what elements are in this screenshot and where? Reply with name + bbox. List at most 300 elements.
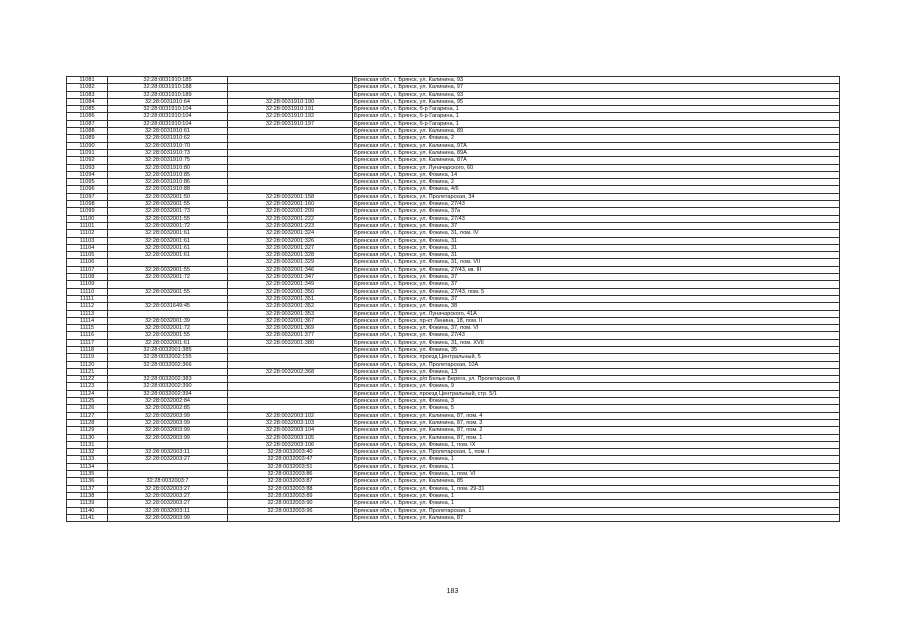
record-number-cell: 11128 — [67, 419, 108, 426]
address-cell: Брянская обл., г. Брянск, б-р Гагарина, 1 — [353, 113, 840, 120]
table-row — [67, 149, 840, 156]
table-row — [67, 346, 840, 353]
record-number-cell: 11122 — [67, 376, 108, 383]
record-number-cell: 11111 — [67, 295, 108, 302]
record-number-cell: 11083 — [67, 91, 108, 98]
building-cadastral-number-cell: 32:28:0032001:222 — [228, 215, 353, 222]
record-number-cell: 11124 — [67, 390, 108, 397]
building-cadastral-number-cell — [228, 91, 353, 98]
table-row — [67, 237, 840, 244]
building-cadastral-number-cell: 32:28:0032001:367 — [228, 317, 353, 324]
record-number-cell: 11116 — [67, 332, 108, 339]
cadastral-number-cell: 32:28:0032001:72 — [108, 222, 228, 229]
cadastral-number-cell: 32:28:0031910:104 — [108, 106, 228, 113]
building-cadastral-number-cell — [228, 164, 353, 171]
record-number-cell: 11105 — [67, 252, 108, 259]
table-row — [67, 456, 840, 463]
cadastral-number-cell: 32:28:0031910:189 — [108, 91, 228, 98]
record-number-cell: 11121 — [67, 368, 108, 375]
building-cadastral-number-cell — [228, 149, 353, 156]
building-cadastral-number-cell — [228, 383, 353, 390]
table-row — [67, 120, 840, 127]
building-cadastral-number-cell — [228, 514, 353, 521]
building-cadastral-number-cell — [228, 354, 353, 361]
address-cell: Брянская обл., г. Брянск, ул. Калинина, 93 — [353, 77, 840, 84]
address-cell: Брянская обл., г. Брянск, ул. Калинина, 87 — [353, 514, 840, 521]
cadastral-number-cell: 32:28:0032001:61 — [108, 339, 228, 346]
table-row — [67, 419, 840, 426]
address-cell: Брянская обл., г. Брянск, ул. Фокина, 27/43, кв. III — [353, 266, 840, 273]
table-row — [67, 361, 840, 368]
building-cadastral-number-cell: 32:28:0032001:347 — [228, 274, 353, 281]
record-number-cell: 11129 — [67, 427, 108, 434]
building-cadastral-number-cell — [228, 171, 353, 178]
address-cell: Брянская обл., г. Брянск, ул. Фокина, 3 — [353, 398, 840, 405]
record-number-cell: 11126 — [67, 405, 108, 412]
cadastral-number-cell: 32:28:0032001:55 — [108, 201, 228, 208]
address-cell: Брянская обл., г. Брянск, ул. Фокина, 1, пом. IX — [353, 441, 840, 448]
cadastral-number-cell: 32:28:0032001:39 — [108, 317, 228, 324]
building-cadastral-number-cell: 32:28:0032003:88 — [228, 485, 353, 492]
table-row — [67, 128, 840, 135]
cadastral-number-cell: 32:28:0032003:99 — [108, 419, 228, 426]
cadastral-number-cell: 32:28:0031910:73 — [108, 149, 228, 156]
address-cell: Брянская обл., г. Брянск, ул. Фокина, 2 — [353, 135, 840, 142]
cadastral-number-cell: 32:28:0032002:85 — [108, 405, 228, 412]
record-number-cell: 11091 — [67, 149, 108, 156]
address-cell: Брянская обл., г. Брянск, ул. Фокина, 9 — [353, 383, 840, 390]
cadastral-number-cell — [108, 281, 228, 288]
cadastral-number-cell: 32:28:0032001:55 — [108, 332, 228, 339]
record-number-cell: 11094 — [67, 171, 108, 178]
building-cadastral-number-cell — [228, 390, 353, 397]
address-cell: Брянская обл., г. Брянск, б-р Гагарина, 1 — [353, 120, 840, 127]
address-cell: Брянская обл., г. Брянск, ул. Фокина, 1 — [353, 463, 840, 470]
cadastral-number-cell: 32:28:0031910:64 — [108, 98, 228, 105]
address-cell: Брянская обл., г. Брянск, ул. Фокина, 1, пом. 29-31 — [353, 485, 840, 492]
cadastral-number-cell: 32:28:0032002:155 — [108, 354, 228, 361]
record-number-cell: 11095 — [67, 179, 108, 186]
table-row — [67, 84, 840, 91]
building-cadastral-number-cell: 32:28:0032001:351 — [228, 295, 353, 302]
record-number-cell: 11093 — [67, 164, 108, 171]
address-cell: Брянская обл., г. Брянск, ул. Калинина, 95 — [353, 98, 840, 105]
address-cell: Брянская обл., г. Брянск, ул. Фокина, 35 — [353, 346, 840, 353]
address-cell: Брянская обл., г. Брянск, ул. Фокина, 13 — [353, 368, 840, 375]
record-number-cell: 11139 — [67, 500, 108, 507]
table-row — [67, 288, 840, 295]
table-row — [67, 332, 840, 339]
record-number-cell: 11086 — [67, 113, 108, 120]
cadastral-number-cell: 32:28:0031910:80 — [108, 164, 228, 171]
table-row — [67, 222, 840, 229]
record-number-cell: 11112 — [67, 303, 108, 310]
registry-table — [66, 76, 840, 522]
cadastral-number-cell: 32:28:0032002:390 — [108, 383, 228, 390]
table-row — [67, 325, 840, 332]
record-number-cell: 11108 — [67, 274, 108, 281]
record-number-cell: 11114 — [67, 317, 108, 324]
address-cell: Брянская обл., г. Брянск, ул. Луначарского, 41А — [353, 310, 840, 317]
record-number-cell: 11106 — [67, 259, 108, 266]
table-row — [67, 354, 840, 361]
record-number-cell: 11104 — [67, 244, 108, 251]
cadastral-number-cell: 32:28:0032003:7 — [108, 478, 228, 485]
cadastral-number-cell: 32:28:0032001:72 — [108, 274, 228, 281]
address-cell: Брянская обл., г. Брянск, ул. Калинина, 87, пом. 3 — [353, 419, 840, 426]
cadastral-number-cell: 32:28:0032001:50 — [108, 193, 228, 200]
record-number-cell: 11127 — [67, 412, 108, 419]
table-row — [67, 142, 840, 149]
record-number-cell: 11090 — [67, 142, 108, 149]
cadastral-number-cell: 32:28:0032002:84 — [108, 398, 228, 405]
table-row — [67, 113, 840, 120]
address-cell: Брянская обл., г. Брянск, ул. Фокина, 31 — [353, 237, 840, 244]
table-row — [67, 201, 840, 208]
address-cell: Брянская обл., г. Брянск, ул. Калинина, 87А — [353, 157, 840, 164]
record-number-cell: 11136 — [67, 478, 108, 485]
building-cadastral-number-cell: 32:28:0032003:86 — [228, 471, 353, 478]
address-cell: Брянская обл., г. Брянск, ул. Фокина, 4/6 — [353, 186, 840, 193]
building-cadastral-number-cell: 32:28:0032001:352 — [228, 303, 353, 310]
cadastral-number-cell: 32:28:0032001:55 — [108, 288, 228, 295]
cadastral-number-cell: 32:28:0031910:61 — [108, 128, 228, 135]
table-row — [67, 281, 840, 288]
cadastral-number-cell — [108, 259, 228, 266]
address-cell: Брянская обл., г. Брянск, ул. Фокина, 1 — [353, 456, 840, 463]
building-cadastral-number-cell: 32:28:0032002:368 — [228, 368, 353, 375]
record-number-cell: 11087 — [67, 120, 108, 127]
building-cadastral-number-cell: 32:28:0032003:51 — [228, 463, 353, 470]
address-cell: Брянская обл., г. Брянск, ул. Калинина, 87, пом. 4 — [353, 412, 840, 419]
building-cadastral-number-cell — [228, 128, 353, 135]
address-cell: Брянская обл., г. Брянск, ул. Фокина, 1, пом. VI — [353, 471, 840, 478]
building-cadastral-number-cell: 32:28:0031910:192 — [228, 113, 353, 120]
cadastral-number-cell: 32:28:0032003:27 — [108, 485, 228, 492]
building-cadastral-number-cell: 32:28:0032001:327 — [228, 244, 353, 251]
address-cell: Брянская обл., г. Брянск, ул. Калинина, 89 — [353, 128, 840, 135]
building-cadastral-number-cell: 32:28:0032003:103 — [228, 419, 353, 426]
address-cell: Брянская обл., г. Брянск, ул. Фокина, 37 — [353, 222, 840, 229]
cadastral-number-cell: 32:28:0032001:61 — [108, 237, 228, 244]
building-cadastral-number-cell: 32:28:0032001:158 — [228, 193, 353, 200]
building-cadastral-number-cell: 32:28:0032001:160 — [228, 201, 353, 208]
record-number-cell: 11110 — [67, 288, 108, 295]
address-cell: Брянская обл., г. Брянск, ул. Фокина, 27/43 — [353, 201, 840, 208]
record-number-cell: 11131 — [67, 441, 108, 448]
record-number-cell: 11097 — [67, 193, 108, 200]
cadastral-number-cell: 32:28:0032003:27 — [108, 456, 228, 463]
address-cell: Брянская обл., г. Брянск, ул. Фокина, 38 — [353, 303, 840, 310]
building-cadastral-number-cell: 32:28:0032001:223 — [228, 222, 353, 229]
address-cell: Брянская обл., г. Брянск, ул. Фокина, 37а — [353, 208, 840, 215]
page-number: 183 — [446, 588, 459, 595]
cadastral-number-cell: 32:28:0032001:61 — [108, 230, 228, 237]
table-row — [67, 500, 840, 507]
cadastral-number-cell: 32:28:0032003:27 — [108, 500, 228, 507]
table-row — [67, 339, 840, 346]
address-cell: Брянская обл., г. Брянск, ул. Фокина, 31, пом. IV — [353, 230, 840, 237]
record-number-cell: 11133 — [67, 456, 108, 463]
cadastral-number-cell: 32:28:0031910:85 — [108, 171, 228, 178]
cadastral-number-cell: 32:28:0031910:86 — [108, 179, 228, 186]
building-cadastral-number-cell: 32:28:0031910:197 — [228, 120, 353, 127]
address-cell: Брянская обл., г. Брянск, ул. Калинина, 87, пом. 2 — [353, 427, 840, 434]
building-cadastral-number-cell — [228, 157, 353, 164]
building-cadastral-number-cell — [228, 77, 353, 84]
building-cadastral-number-cell: 32:28:0032001:346 — [228, 266, 353, 273]
record-number-cell: 11092 — [67, 157, 108, 164]
address-cell: Брянская обл., г. Брянск, ул. Фокина, 37 — [353, 274, 840, 281]
table-row — [67, 266, 840, 273]
record-number-cell: 11096 — [67, 186, 108, 193]
record-number-cell: 11081 — [67, 77, 108, 84]
record-number-cell: 11115 — [67, 325, 108, 332]
building-cadastral-number-cell: 32:28:0032001:328 — [228, 252, 353, 259]
cadastral-number-cell: 32:28:0031910:185 — [108, 77, 228, 84]
address-cell: Брянская обл., г. Брянск, проезд Центральный, 5 — [353, 354, 840, 361]
address-cell: Брянская обл., г. Брянск, ул. Фокина, 31, пом. XVII — [353, 339, 840, 346]
table-row — [67, 179, 840, 186]
address-cell: Брянская обл., г. Брянск, пр-кт Ленина, 18, пом. II — [353, 317, 840, 324]
building-cadastral-number-cell — [228, 179, 353, 186]
record-number-cell: 11141 — [67, 514, 108, 521]
cadastral-number-cell — [108, 368, 228, 375]
building-cadastral-number-cell: 32:28:0032001:369 — [228, 325, 353, 332]
table-row — [67, 441, 840, 448]
address-cell: Брянская обл., г. Брянск, ул. Фокина, 2 — [353, 179, 840, 186]
cadastral-number-cell: 32:28:0032003:99 — [108, 434, 228, 441]
record-number-cell: 11102 — [67, 230, 108, 237]
record-number-cell: 11109 — [67, 281, 108, 288]
address-cell: Брянская обл., г. Брянск, проезд Центральный, стр. 5/1 — [353, 390, 840, 397]
table-row — [67, 77, 840, 84]
building-cadastral-number-cell: 32:28:0032003:96 — [228, 507, 353, 514]
table-row — [67, 310, 840, 317]
cadastral-number-cell: 32:28:0031910:70 — [108, 142, 228, 149]
cadastral-number-cell — [108, 471, 228, 478]
cadastral-number-cell: 32:28:0032001:73 — [108, 208, 228, 215]
building-cadastral-number-cell — [228, 135, 353, 142]
building-cadastral-number-cell — [228, 405, 353, 412]
cadastral-number-cell: 32:28:0032001:61 — [108, 252, 228, 259]
table-row — [67, 463, 840, 470]
building-cadastral-number-cell — [228, 361, 353, 368]
building-cadastral-number-cell: 32:28:0031910:191 — [228, 106, 353, 113]
table-row — [67, 106, 840, 113]
address-cell: Брянская обл., г. Брянск, ул. Фокина, 1 — [353, 492, 840, 499]
building-cadastral-number-cell — [228, 346, 353, 353]
table-row — [67, 492, 840, 499]
table-row — [67, 514, 840, 521]
building-cadastral-number-cell: 32:28:0032003:87 — [228, 478, 353, 485]
building-cadastral-number-cell: 32:28:0032001:353 — [228, 310, 353, 317]
building-cadastral-number-cell: 32:28:0032003:90 — [228, 500, 353, 507]
record-number-cell: 11089 — [67, 135, 108, 142]
building-cadastral-number-cell: 32:28:0032003:89 — [228, 492, 353, 499]
table-row — [67, 449, 840, 456]
table-row — [67, 215, 840, 222]
table-row — [67, 171, 840, 178]
cadastral-number-cell: 32:28:0032003:11 — [108, 449, 228, 456]
cadastral-number-cell: 32:28:0031910:62 — [108, 135, 228, 142]
address-cell: Брянская обл., г. Брянск, ул. Калинина, 97 — [353, 84, 840, 91]
table-row — [67, 91, 840, 98]
table-row — [67, 427, 840, 434]
table-row — [67, 485, 840, 492]
address-cell: Брянская обл., г. Брянск, ул. Калинина, 85 — [353, 478, 840, 485]
address-cell: Брянская обл., г. Брянск, ул. Пролетарская, 1, пом. I — [353, 449, 840, 456]
table-row — [67, 164, 840, 171]
record-number-cell: 11117 — [67, 339, 108, 346]
record-number-cell: 11119 — [67, 354, 108, 361]
table-row — [67, 186, 840, 193]
table-row — [67, 274, 840, 281]
cadastral-number-cell: 32:28:0032002:383 — [108, 376, 228, 383]
cadastral-number-cell — [108, 463, 228, 470]
address-cell: Брянская обл., г. Брянск, ул. Фокина, 27/43 — [353, 332, 840, 339]
table-row — [67, 230, 840, 237]
address-cell: Брянская обл., г. Брянск, б-р Гагарина, 1 — [353, 106, 840, 113]
cadastral-number-cell — [108, 441, 228, 448]
cadastral-number-cell: 32:28:0032001:55 — [108, 215, 228, 222]
address-cell: Брянская обл., г. Брянск, ул. Фокина, 27/43, пом. 5 — [353, 288, 840, 295]
cadastral-number-cell: 32:28:0031910:88 — [108, 186, 228, 193]
building-cadastral-number-cell — [228, 376, 353, 383]
building-cadastral-number-cell — [228, 398, 353, 405]
building-cadastral-number-cell — [228, 142, 353, 149]
building-cadastral-number-cell: 32:28:0032003:47 — [228, 456, 353, 463]
record-number-cell: 11103 — [67, 237, 108, 244]
building-cadastral-number-cell: 32:28:0032001:377 — [228, 332, 353, 339]
table-row — [67, 252, 840, 259]
building-cadastral-number-cell: 32:28:0032003:102 — [228, 412, 353, 419]
address-cell: Брянская обл., г. Брянск, ул. Фокина, 1 — [353, 500, 840, 507]
cadastral-number-cell: 32:28:0032003:99 — [108, 514, 228, 521]
cadastral-number-cell: 32:28:0032002:366 — [108, 361, 228, 368]
cadastral-number-cell: 32:28:0032001:72 — [108, 325, 228, 332]
address-cell: Брянская обл., г. Брянск, ул. Фокина, 37, пом. VI — [353, 325, 840, 332]
record-number-cell: 11100 — [67, 215, 108, 222]
cadastral-number-cell: 32:28:0031910:188 — [108, 84, 228, 91]
building-cadastral-number-cell — [228, 186, 353, 193]
building-cadastral-number-cell: 32:28:0032001:209 — [228, 208, 353, 215]
building-cadastral-number-cell: 32:28:0032001:324 — [228, 230, 353, 237]
table-row — [67, 383, 840, 390]
address-cell: Брянская обл., г. Брянск, ул. Фокина, 31 — [353, 244, 840, 251]
record-number-cell: 11125 — [67, 398, 108, 405]
address-cell: Брянская обл., г. Брянск, ул. Фокина, 27/43 — [353, 215, 840, 222]
record-number-cell: 11082 — [67, 84, 108, 91]
record-number-cell: 11084 — [67, 98, 108, 105]
record-number-cell: 11098 — [67, 201, 108, 208]
record-number-cell: 11120 — [67, 361, 108, 368]
table-row — [67, 507, 840, 514]
cadastral-number-cell: 32:28:0032003:27 — [108, 492, 228, 499]
cadastral-number-cell — [108, 295, 228, 302]
address-cell: Брянская обл., г. Брянск, ул. Фокина, 31, пом. VII — [353, 259, 840, 266]
cadastral-number-cell: 32:28:0031910:75 — [108, 157, 228, 164]
table-row — [67, 208, 840, 215]
record-number-cell: 11130 — [67, 434, 108, 441]
address-cell: Брянская обл., г. Брянск, р/п Белые Берега, ул. Пролетарская, 8 — [353, 376, 840, 383]
cadastral-number-cell: 32:28:0032003:11 — [108, 507, 228, 514]
table-row — [67, 193, 840, 200]
cadastral-number-cell — [108, 310, 228, 317]
table-row — [67, 157, 840, 164]
table-row — [67, 398, 840, 405]
building-cadastral-number-cell: 32:28:0032003:105 — [228, 434, 353, 441]
table-row — [67, 412, 840, 419]
record-number-cell: 11134 — [67, 463, 108, 470]
table-row — [67, 295, 840, 302]
table-row — [67, 368, 840, 375]
table-row — [67, 303, 840, 310]
cadastral-number-cell: 32:28:0032003:99 — [108, 427, 228, 434]
building-cadastral-number-cell: 32:28:0032001:350 — [228, 288, 353, 295]
record-number-cell: 11132 — [67, 449, 108, 456]
address-cell: Брянская обл., г. Брянск, ул. Пролетарская, 1 — [353, 507, 840, 514]
record-number-cell: 11088 — [67, 128, 108, 135]
building-cadastral-number-cell: 32:28:0032003:40 — [228, 449, 353, 456]
building-cadastral-number-cell: 32:28:0032001:349 — [228, 281, 353, 288]
table-row — [67, 135, 840, 142]
address-cell: Брянская обл., г. Брянск, ул. Луначарского, 60 — [353, 164, 840, 171]
address-cell: Брянская обл., г. Брянск, ул. Пролетарская, 10А — [353, 361, 840, 368]
table-row — [67, 376, 840, 383]
address-cell: Брянская обл., г. Брянск, ул. Калинина, 87, пом. 1 — [353, 434, 840, 441]
table-row — [67, 244, 840, 251]
record-number-cell: 11118 — [67, 346, 108, 353]
address-cell: Брянская обл., г. Брянск, ул. Фокина, 37 — [353, 295, 840, 302]
cadastral-number-cell: 32:28:0031649:45 — [108, 303, 228, 310]
record-number-cell: 11101 — [67, 222, 108, 229]
table-row — [67, 434, 840, 441]
table-row — [67, 390, 840, 397]
registry-table-body — [67, 77, 840, 522]
building-cadastral-number-cell: 32:28:0032001:380 — [228, 339, 353, 346]
address-cell: Брянская обл., г. Брянск, ул. Фокина, 37 — [353, 281, 840, 288]
address-cell: Брянская обл., г. Брянск, ул. Фокина, 14 — [353, 171, 840, 178]
address-cell: Брянская обл., г. Брянск, ул. Пролетарская, 34 — [353, 193, 840, 200]
table-row — [67, 478, 840, 485]
address-cell: Брянская обл., г. Брянск, ул. Калинина, 89А — [353, 149, 840, 156]
record-number-cell: 11135 — [67, 471, 108, 478]
address-cell: Брянская обл., г. Брянск, ул. Калинина, 97А — [353, 142, 840, 149]
record-number-cell: 11138 — [67, 492, 108, 499]
cadastral-number-cell: 32:28:0031910:104 — [108, 120, 228, 127]
building-cadastral-number-cell: 32:28:0032001:326 — [228, 237, 353, 244]
cadastral-number-cell: 32:28:0032003:99 — [108, 412, 228, 419]
cadastral-number-cell: 32:28:0032001:55 — [108, 266, 228, 273]
building-cadastral-number-cell: 32:28:0032001:329 — [228, 259, 353, 266]
building-cadastral-number-cell: 32:28:0032003:106 — [228, 441, 353, 448]
building-cadastral-number-cell: 32:28:0032003:104 — [228, 427, 353, 434]
address-cell: Брянская обл., г. Брянск, ул. Фокина, 5 — [353, 405, 840, 412]
address-cell: Брянская обл., г. Брянск, ул. Фокина, 31 — [353, 252, 840, 259]
building-cadastral-number-cell — [228, 84, 353, 91]
record-number-cell: 11099 — [67, 208, 108, 215]
record-number-cell: 11140 — [67, 507, 108, 514]
table-row — [67, 259, 840, 266]
record-number-cell: 11107 — [67, 266, 108, 273]
cadastral-number-cell: 32:28:0032002:394 — [108, 390, 228, 397]
table-row — [67, 317, 840, 324]
cadastral-number-cell: 32:28:0032001:385 — [108, 346, 228, 353]
address-cell: Брянская обл., г. Брянск, ул. Калинина, 93 — [353, 91, 840, 98]
cadastral-number-cell: 32:28:0031910:104 — [108, 113, 228, 120]
table-row — [67, 98, 840, 105]
